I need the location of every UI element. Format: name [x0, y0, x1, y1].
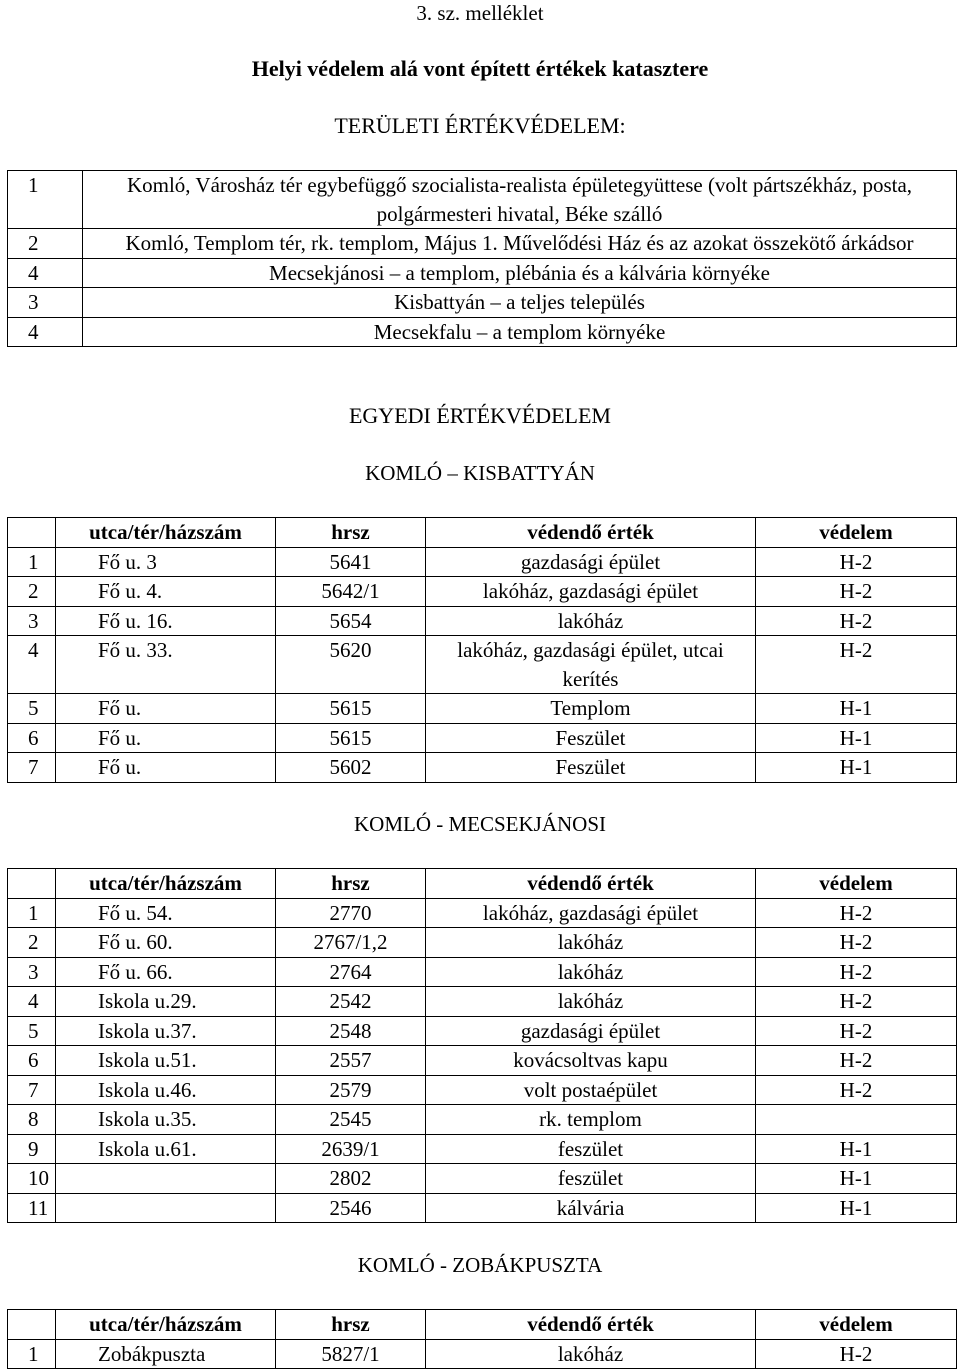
- row-number: 2: [8, 577, 56, 607]
- table-row: [8, 577, 957, 607]
- row-number: 4: [8, 317, 83, 347]
- protected-value: gazdasági épület: [426, 1016, 756, 1046]
- parcel-number: 5654: [276, 606, 426, 636]
- header-protection: védelem: [756, 1310, 957, 1340]
- protected-value: Feszület: [426, 723, 756, 753]
- row-number: 1: [8, 547, 56, 577]
- protected-value: lakóház: [426, 957, 756, 987]
- parcel-number: 5615: [276, 723, 426, 753]
- table-kisbattyan: [7, 517, 957, 783]
- protection-level: H-1: [756, 723, 957, 753]
- protection-level: H-2: [756, 1339, 957, 1369]
- table-mecsekjanosi: [7, 868, 957, 1223]
- protected-value: Templom: [426, 694, 756, 724]
- parcel-number: 2579: [276, 1075, 426, 1105]
- parcel-number: 5827/1: [276, 1339, 426, 1369]
- protected-value: lakóház: [426, 928, 756, 958]
- street-address: Fő u.: [56, 753, 276, 783]
- table-row: [8, 898, 957, 928]
- row-number: 3: [8, 957, 56, 987]
- protected-value: lakóház, gazdasági épület: [426, 577, 756, 607]
- protected-value: kálvária: [426, 1193, 756, 1223]
- header-number: [8, 869, 56, 899]
- parcel-number: 2545: [276, 1105, 426, 1135]
- parcel-number: 2802: [276, 1164, 426, 1194]
- street-address: Fő u. 54.: [56, 898, 276, 928]
- street-address: Fő u. 60.: [56, 928, 276, 958]
- header-street: utca/tér/házszám: [56, 1310, 276, 1340]
- street-address: Iskola u.35.: [56, 1105, 276, 1135]
- row-number: 6: [8, 1046, 56, 1076]
- row-number: 8: [8, 1105, 56, 1135]
- table-row: [8, 636, 957, 694]
- protection-level: H-2: [756, 987, 957, 1017]
- table-header-row: [8, 518, 957, 548]
- row-number: 6: [8, 723, 56, 753]
- row-number: 3: [8, 288, 83, 318]
- header-number: [8, 518, 56, 548]
- row-number: 11: [8, 1193, 56, 1223]
- protected-value: rk. templom: [426, 1105, 756, 1135]
- table-header-row: [8, 869, 957, 899]
- protection-level: H-2: [756, 636, 957, 694]
- parcel-number: 5602: [276, 753, 426, 783]
- protection-level: H-2: [756, 606, 957, 636]
- protected-value: gazdasági épület: [426, 547, 756, 577]
- protected-value: volt postaépület: [426, 1075, 756, 1105]
- parcel-number: 2764: [276, 957, 426, 987]
- table-row: [8, 606, 957, 636]
- row-number: 5: [8, 1016, 56, 1046]
- table-row: [8, 928, 957, 958]
- street-address: Zobákpuszta: [56, 1339, 276, 1369]
- header-hrsz: hrsz: [276, 518, 426, 548]
- protected-value: feszület: [426, 1164, 756, 1194]
- header-protection: védelem: [756, 869, 957, 899]
- protected-value: lakóház, gazdasági épület, utcai kerítés: [426, 636, 756, 694]
- section-title-zobakpuszta: KOMLÓ - ZOBÁKPUSZTA: [357, 1253, 603, 1277]
- area-description: Kisbattyán – a teljes település: [83, 288, 957, 318]
- protection-level: H-1: [756, 1134, 957, 1164]
- street-address: Iskola u.37.: [56, 1016, 276, 1046]
- page-title: Helyi védelem alá vont épített értékek katasztere: [251, 56, 709, 81]
- street-address: Iskola u.51.: [56, 1046, 276, 1076]
- protected-value: lakóház: [426, 606, 756, 636]
- street-address: Fő u. 33.: [56, 636, 276, 694]
- row-number: 10: [8, 1164, 56, 1194]
- table-row: [8, 723, 957, 753]
- territorial-heading: TERÜLETI ÉRTÉKVÉDELEM:: [334, 113, 626, 138]
- table-row: [8, 1193, 957, 1223]
- table-row: [8, 1046, 957, 1076]
- protected-value: lakóház: [426, 987, 756, 1017]
- protection-level: H-2: [756, 1075, 957, 1105]
- table-row: [8, 957, 957, 987]
- street-address: Iskola u.61.: [56, 1134, 276, 1164]
- table-row: [8, 258, 957, 288]
- protected-value: lakóház: [426, 1339, 756, 1369]
- row-number: 7: [8, 753, 56, 783]
- protected-value: kovácsoltvas kapu: [426, 1046, 756, 1076]
- street-address: Fő u. 66.: [56, 957, 276, 987]
- area-description: Komló, Városház tér egybefüggő szocialista-realista épületegyüttese (volt pártszékház, posta, polgármesteri hivatal, Béke szálló: [83, 171, 957, 229]
- row-number: 4: [8, 258, 83, 288]
- row-number: 4: [8, 636, 56, 694]
- header-value: védendő érték: [426, 869, 756, 899]
- street-address: [56, 1193, 276, 1223]
- street-address: Fő u.: [56, 694, 276, 724]
- parcel-number: 2542: [276, 987, 426, 1017]
- annex-label: 3. sz. melléklet: [416, 1, 544, 25]
- area-description: Mecsekjánosi – a templom, plébánia és a kálvária környéke: [83, 258, 957, 288]
- parcel-number: 2546: [276, 1193, 426, 1223]
- table-header-row: [8, 1310, 957, 1340]
- row-number: 2: [8, 928, 56, 958]
- protection-level: H-2: [756, 547, 957, 577]
- table-row: [8, 288, 957, 318]
- table-row: [8, 1016, 957, 1046]
- header-protection: védelem: [756, 518, 957, 548]
- table-row: [8, 1075, 957, 1105]
- table-row: [8, 229, 957, 259]
- table-row: [8, 1105, 957, 1135]
- section-title-kisbattyan: KOMLÓ – KISBATTYÁN: [365, 461, 595, 485]
- protected-value: feszület: [426, 1134, 756, 1164]
- table-row: [8, 987, 957, 1017]
- parcel-number: 2767/1,2: [276, 928, 426, 958]
- parcel-number: 5615: [276, 694, 426, 724]
- protection-level: [756, 1105, 957, 1135]
- protection-level: H-2: [756, 1016, 957, 1046]
- header-hrsz: hrsz: [276, 1310, 426, 1340]
- table-row: [8, 1164, 957, 1194]
- row-number: 1: [8, 1339, 56, 1369]
- header-value: védendő érték: [426, 1310, 756, 1340]
- protection-level: H-1: [756, 1164, 957, 1194]
- street-address: Fő u. 4.: [56, 577, 276, 607]
- protection-level: H-1: [756, 753, 957, 783]
- section-title-mecsekjanosi: KOMLÓ - MECSEKJÁNOSI: [353, 812, 606, 836]
- area-description: Komló, Templom tér, rk. templom, Május 1. Művelődési Ház és az azokat összekötő árkádsor: [83, 229, 957, 259]
- street-address: Fő u.: [56, 723, 276, 753]
- parcel-number: 2639/1: [276, 1134, 426, 1164]
- row-number: 7: [8, 1075, 56, 1105]
- street-address: Iskola u.46.: [56, 1075, 276, 1105]
- street-address: [56, 1164, 276, 1194]
- protected-value: lakóház, gazdasági épület: [426, 898, 756, 928]
- protection-level: H-1: [756, 1193, 957, 1223]
- protection-level: H-2: [756, 898, 957, 928]
- protection-level: H-2: [756, 577, 957, 607]
- row-number: 1: [8, 898, 56, 928]
- header-value: védendő érték: [426, 518, 756, 548]
- street-address: Iskola u.29.: [56, 987, 276, 1017]
- row-number: 1: [8, 171, 83, 229]
- table-row: [8, 753, 957, 783]
- table-row: [8, 694, 957, 724]
- table-row: [8, 1339, 957, 1369]
- table-row: [8, 171, 957, 229]
- street-address: Fő u. 16.: [56, 606, 276, 636]
- area-description: Mecsekfalu – a templom környéke: [83, 317, 957, 347]
- parcel-number: 5620: [276, 636, 426, 694]
- row-number: 2: [8, 229, 83, 259]
- parcel-number: 2557: [276, 1046, 426, 1076]
- table-zobakpuszta: [7, 1309, 957, 1369]
- header-number: [8, 1310, 56, 1340]
- street-address: Fő u. 3: [56, 547, 276, 577]
- row-number: 3: [8, 606, 56, 636]
- protection-level: H-1: [756, 694, 957, 724]
- protected-value: Feszület: [426, 753, 756, 783]
- row-number: 4: [8, 987, 56, 1017]
- protection-level: H-2: [756, 928, 957, 958]
- header-street: utca/tér/házszám: [56, 869, 276, 899]
- parcel-number: 2548: [276, 1016, 426, 1046]
- table-row: [8, 1134, 957, 1164]
- header-street: utca/tér/házszám: [56, 518, 276, 548]
- row-number: 5: [8, 694, 56, 724]
- table-row: [8, 547, 957, 577]
- individual-heading: EGYEDI ÉRTÉKVÉDELEM: [348, 403, 611, 428]
- table-row: [8, 317, 957, 347]
- protection-level: H-2: [756, 1046, 957, 1076]
- territorial-table: [7, 170, 957, 347]
- parcel-number: 5642/1: [276, 577, 426, 607]
- parcel-number: 2770: [276, 898, 426, 928]
- row-number: 9: [8, 1134, 56, 1164]
- protection-level: H-2: [756, 957, 957, 987]
- parcel-number: 5641: [276, 547, 426, 577]
- header-hrsz: hrsz: [276, 869, 426, 899]
